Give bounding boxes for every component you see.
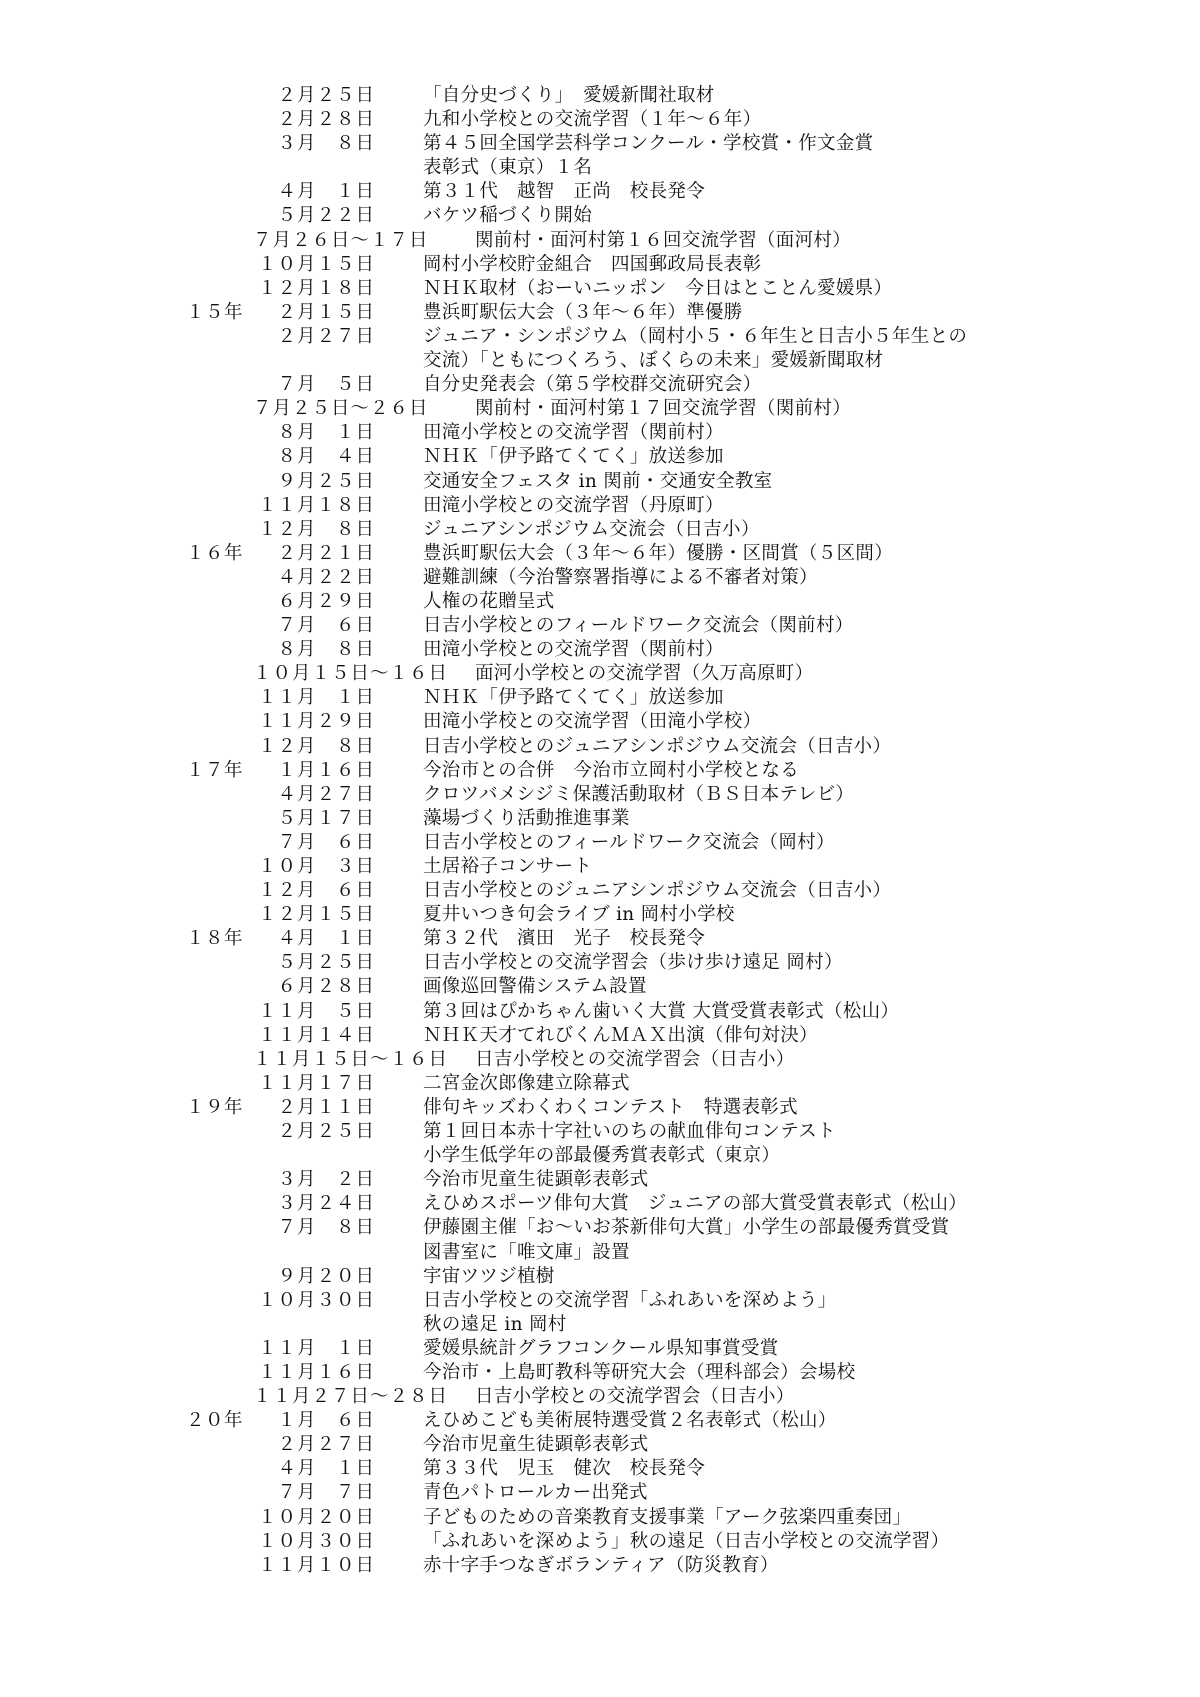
date-label: １１月２７日～２８日 bbox=[253, 1386, 449, 1408]
event-text: 豊浜町駅伝大会（３年～６年）優勝・区間賞（５区間） bbox=[423, 542, 894, 564]
timeline-row bbox=[0, 1337, 1200, 1361]
date-label: ４月 １日 bbox=[277, 181, 375, 203]
timeline-row bbox=[0, 1265, 1200, 1289]
date-label: ８月 １日 bbox=[277, 422, 375, 444]
date-label: ５月２５日 bbox=[277, 952, 375, 974]
event-text: 青色パトロールカー出発式 bbox=[423, 1482, 648, 1504]
date-label: ３月２４日 bbox=[277, 1193, 375, 1215]
timeline-row bbox=[0, 1072, 1200, 1096]
event-text: ＮＨＫ取材（おーいニッポン 今日はとことん愛媛県） bbox=[423, 277, 893, 299]
date-label: ５月２２日 bbox=[277, 205, 375, 227]
timeline-row bbox=[0, 421, 1200, 445]
timeline-row bbox=[0, 156, 1200, 180]
timeline-row bbox=[0, 1192, 1200, 1216]
date-label: １０月１５日 bbox=[257, 253, 375, 275]
timeline-row bbox=[0, 903, 1200, 927]
event-text: 日吉小学校との交流学習「ふれあいを深めよう」 bbox=[423, 1289, 837, 1311]
event-text: 交通安全フェスタ in 関前・交通安全教室 bbox=[423, 470, 773, 492]
event-text: 第３３代 児玉 健次 校長発令 bbox=[423, 1458, 706, 1480]
date-label: ２月１５日 bbox=[277, 301, 375, 323]
timeline-row bbox=[0, 494, 1200, 518]
event-text: 豊浜町駅伝大会（３年～６年）準優勝 bbox=[423, 301, 743, 323]
timeline-row bbox=[0, 662, 1200, 686]
timeline-row bbox=[0, 1506, 1200, 1530]
timeline-row bbox=[0, 397, 1200, 421]
timeline-row bbox=[0, 1216, 1200, 1240]
date-label: ４月 １日 bbox=[277, 928, 375, 950]
event-text: 人権の花贈呈式 bbox=[423, 590, 555, 612]
timeline-row bbox=[0, 180, 1200, 204]
event-text: 田滝小学校との交流学習（田滝小学校） bbox=[423, 711, 762, 733]
event-text: 土居裕子コンサート bbox=[423, 856, 593, 877]
event-text: 子どものための音楽教育支援事業「アーク弦楽四重奏団」 bbox=[423, 1506, 912, 1528]
timeline-row bbox=[0, 132, 1200, 156]
event-text: 岡村小学校貯金組合 四国郵政局長表彰 bbox=[423, 253, 762, 275]
timeline-row bbox=[0, 373, 1200, 397]
date-label: ３月 ８日 bbox=[277, 133, 375, 155]
date-label: １０月３０日 bbox=[257, 1289, 375, 1311]
event-text: 田滝小学校との交流学習（丹原町） bbox=[423, 494, 724, 516]
timeline-row bbox=[0, 1481, 1200, 1505]
timeline-row bbox=[0, 927, 1200, 951]
timeline-row bbox=[0, 1241, 1200, 1265]
date-label: １月 ６日 bbox=[277, 1410, 375, 1432]
date-label: １１月１６日 bbox=[257, 1361, 375, 1383]
event-text: ＮＨＫ天才てれびくんＭＡＸ出演（俳句対決） bbox=[423, 1024, 818, 1046]
date-label: １１月 ５日 bbox=[257, 1000, 375, 1022]
timeline-row bbox=[0, 1144, 1200, 1168]
timeline-row bbox=[0, 1048, 1200, 1072]
timeline-row bbox=[0, 614, 1200, 638]
date-label: １２月 ８日 bbox=[257, 735, 375, 757]
timeline-row bbox=[0, 783, 1200, 807]
event-text: 面河小学校との交流学習（久万高原町） bbox=[475, 663, 814, 685]
timeline-row bbox=[0, 1289, 1200, 1313]
event-text: 日吉小学校とのジュニアシンポジウム交流会（日吉小） bbox=[423, 735, 892, 757]
event-text: 赤十字手つなぎボランティア（防災教育） bbox=[423, 1554, 779, 1576]
event-text: 今治市・上島町教科等研究大会（理科部会）会場校 bbox=[423, 1361, 856, 1383]
event-text: 田滝小学校との交流学習（関前村） bbox=[423, 422, 724, 444]
date-label: ６月２８日 bbox=[277, 976, 375, 998]
date-label: ２月２５日 bbox=[277, 1121, 375, 1143]
timeline-row bbox=[0, 1168, 1200, 1192]
event-text: 画像巡回警備システム設置 bbox=[423, 976, 647, 998]
event-text: バケツ稲づくり開始 bbox=[423, 205, 593, 227]
date-label: １１月１８日 bbox=[257, 494, 375, 516]
timeline-row bbox=[0, 1457, 1200, 1481]
timeline-row bbox=[0, 686, 1200, 710]
timeline-row bbox=[0, 951, 1200, 975]
date-label: ２月２７日 bbox=[277, 325, 375, 347]
timeline-row bbox=[0, 855, 1200, 879]
timeline-row bbox=[0, 84, 1200, 108]
timeline-row bbox=[0, 1096, 1200, 1120]
event-text: 俳句キッズわくわくコンテスト 特選表彰式 bbox=[423, 1096, 798, 1118]
date-label: ６月２９日 bbox=[277, 590, 375, 612]
event-text: 関前村・面河村第１７回交流学習（関前村） bbox=[475, 398, 852, 420]
date-label: ５月１７日 bbox=[277, 807, 375, 829]
event-text: えひめスポーツ俳句大賞 ジュニアの部大賞受賞表彰式（松山） bbox=[423, 1193, 968, 1215]
event-text: 第１回日本赤十字社いのちの献血俳句コンテスト bbox=[423, 1121, 836, 1143]
event-text: ＮＨＫ「伊予路てくてく」放送参加 bbox=[423, 446, 724, 468]
event-text: 夏井いつき句会ライブ in 岡村小学校 bbox=[423, 904, 735, 926]
date-label: ４月 １日 bbox=[277, 1458, 375, 1480]
timeline-row bbox=[0, 638, 1200, 662]
chronology-page bbox=[0, 84, 1200, 1578]
timeline-row bbox=[0, 542, 1200, 566]
event-text: 第４５回全国学芸科学コンクール・学校賞・作文金賞 bbox=[423, 133, 874, 155]
date-label: ７月２６日～１７日 bbox=[253, 229, 429, 251]
date-label: ９月２０日 bbox=[277, 1265, 375, 1287]
timeline-row bbox=[0, 325, 1200, 349]
timeline-row bbox=[0, 301, 1200, 325]
timeline-row bbox=[0, 518, 1200, 542]
timeline-row bbox=[0, 204, 1200, 228]
event-text: 九和小学校との交流学習（１年～６年） bbox=[423, 109, 762, 131]
event-text: 日吉小学校とのフィールドワーク交流会（関前村） bbox=[423, 615, 854, 637]
date-label: ２月２７日 bbox=[277, 1434, 375, 1456]
event-text: 藻場づくり活動推進事業 bbox=[423, 807, 630, 829]
timeline-row bbox=[0, 108, 1200, 132]
event-text: 日吉小学校とのフィールドワーク交流会（岡村） bbox=[423, 831, 835, 853]
date-label: １０月３０日 bbox=[257, 1530, 375, 1552]
date-label: １１月１０日 bbox=[257, 1554, 375, 1576]
event-text: 図書室に「唯文庫」設置 bbox=[423, 1241, 630, 1263]
date-label: １２月 ６日 bbox=[257, 880, 375, 902]
date-label: １０月２０日 bbox=[257, 1506, 375, 1528]
date-label: ７月 ６日 bbox=[277, 831, 375, 853]
timeline-row bbox=[0, 277, 1200, 301]
timeline-row bbox=[0, 1385, 1200, 1409]
timeline-row bbox=[0, 1313, 1200, 1337]
event-text: 「自分史づくり」 愛媛新聞社取材 bbox=[423, 85, 715, 106]
timeline-row bbox=[0, 1024, 1200, 1048]
event-text: 自分史発表会（第５学校群交流研究会） bbox=[423, 374, 762, 396]
event-text: 日吉小学校との交流学習会（日吉小） bbox=[475, 1048, 795, 1070]
date-label: ８月 ８日 bbox=[277, 639, 375, 661]
timeline-row bbox=[0, 759, 1200, 783]
event-text: えひめこども美術展特選受賞２名表彰式（松山） bbox=[423, 1410, 837, 1432]
timeline-row bbox=[0, 349, 1200, 373]
event-text: 避難訓練（今治警察署指導による不審者対策） bbox=[423, 566, 818, 588]
event-text: 愛媛県統計グラフコンクール県知事賞受賞 bbox=[423, 1337, 779, 1359]
date-label: １０月１５日～１６日 bbox=[253, 663, 449, 685]
event-text: 第３２代 濱田 光子 校長発令 bbox=[423, 928, 706, 950]
year-label: １８年 bbox=[186, 928, 244, 950]
year-label: １７年 bbox=[186, 759, 244, 781]
event-text: 「ふれあいを深めよう」秋の遠足（日吉小学校との交流学習） bbox=[423, 1530, 950, 1552]
event-text: 日吉小学校とのジュニアシンポジウム交流会（日吉小） bbox=[423, 880, 892, 902]
event-text: 関前村・面河村第１６回交流学習（面河村） bbox=[475, 229, 852, 251]
date-label: １１月１４日 bbox=[257, 1024, 375, 1046]
date-label: １１月２９日 bbox=[257, 711, 375, 733]
date-label: ７月 ５日 bbox=[277, 374, 375, 396]
event-text: クロツバメシジミ保護活動取材（ＢＳ日本テレビ） bbox=[423, 783, 855, 805]
event-text: 日吉小学校との交流学習会（日吉小） bbox=[475, 1386, 795, 1408]
timeline-row bbox=[0, 975, 1200, 999]
date-label: ８月 ４日 bbox=[277, 446, 375, 468]
date-label: １２月 ８日 bbox=[257, 518, 375, 540]
date-label: ２月１１日 bbox=[277, 1096, 375, 1118]
timeline-row bbox=[0, 566, 1200, 590]
date-label: ９月２５日 bbox=[277, 470, 375, 492]
date-label: ４月２７日 bbox=[277, 783, 375, 805]
timeline-row bbox=[0, 470, 1200, 494]
date-label: ７月 ８日 bbox=[277, 1217, 375, 1239]
timeline-row bbox=[0, 1409, 1200, 1433]
date-label: ２月２８日 bbox=[277, 109, 375, 131]
timeline-row bbox=[0, 710, 1200, 734]
event-text: 交流）「ともにつくろう、ぼくらの未来」愛媛新聞取材 bbox=[423, 350, 884, 372]
timeline-row bbox=[0, 1000, 1200, 1024]
event-text: ＮＨＫ「伊予路てくてく」放送参加 bbox=[423, 687, 724, 709]
timeline-row bbox=[0, 445, 1200, 469]
date-label: ７月 ７日 bbox=[277, 1482, 375, 1504]
date-label: ７月２５日～２６日 bbox=[253, 398, 429, 420]
date-label: １２月１８日 bbox=[257, 277, 375, 299]
year-label: １６年 bbox=[186, 542, 244, 564]
timeline-row bbox=[0, 253, 1200, 277]
date-label: ７月 ６日 bbox=[277, 615, 375, 637]
timeline-row bbox=[0, 1120, 1200, 1144]
date-label: ２月２１日 bbox=[277, 542, 375, 564]
year-label: １９年 bbox=[186, 1096, 244, 1118]
timeline-row bbox=[0, 831, 1200, 855]
event-text: 今治市との合併 今治市立岡村小学校となる bbox=[423, 759, 800, 781]
date-label: １１月 １日 bbox=[257, 687, 375, 709]
event-text: 第３１代 越智 正尚 校長発令 bbox=[423, 181, 706, 203]
event-text: 第３回はぴかちゃん歯いく大賞 大賞受賞表彰式（松山） bbox=[423, 1000, 900, 1022]
date-label: １月１６日 bbox=[277, 759, 375, 781]
year-label: ２０年 bbox=[186, 1410, 244, 1432]
event-text: ジュニア・シンポジウム（岡村小５・６年生と日吉小５年生との bbox=[423, 325, 968, 347]
timeline-row bbox=[0, 1554, 1200, 1578]
event-text: 日吉小学校との交流学習会（歩け歩け遠足 岡村） bbox=[423, 952, 843, 974]
event-text: 今治市児童生徒顕彰表彰式 bbox=[423, 1434, 649, 1456]
timeline-row bbox=[0, 1433, 1200, 1457]
date-label: １１月 １日 bbox=[257, 1337, 375, 1359]
event-text: 秋の遠足 in 岡村 bbox=[423, 1313, 567, 1335]
date-label: １０月 ３日 bbox=[257, 856, 375, 877]
event-text: 小学生低学年の部最優秀賞表彰式（東京） bbox=[423, 1145, 781, 1167]
date-label: ４月２２日 bbox=[277, 566, 375, 588]
timeline-row bbox=[0, 807, 1200, 831]
date-label: １１月１５日～１６日 bbox=[253, 1048, 449, 1070]
timeline-row bbox=[0, 1361, 1200, 1385]
timeline-row bbox=[0, 1530, 1200, 1554]
timeline-row bbox=[0, 735, 1200, 759]
date-label: １２月１５日 bbox=[257, 904, 375, 926]
timeline-row bbox=[0, 590, 1200, 614]
date-label: ３月 ２日 bbox=[277, 1169, 375, 1191]
event-text: 今治市児童生徒顕彰表彰式 bbox=[423, 1169, 649, 1191]
event-text: 伊藤園主催「お～いお茶新俳句大賞」小学生の部最優秀賞受賞 bbox=[423, 1217, 950, 1239]
event-text: 田滝小学校との交流学習（関前村） bbox=[423, 639, 724, 661]
event-text: 表彰式（東京）１名 bbox=[423, 157, 593, 179]
timeline-row bbox=[0, 879, 1200, 903]
timeline-row bbox=[0, 229, 1200, 253]
event-text: ジュニアシンポジウム交流会（日吉小） bbox=[423, 518, 760, 540]
date-label: １１月１７日 bbox=[257, 1072, 375, 1094]
date-label: ２月２５日 bbox=[277, 85, 375, 106]
event-text: 宇宙ツツジ植樹 bbox=[423, 1265, 555, 1287]
year-label: １５年 bbox=[186, 301, 244, 323]
event-text: 二宮金次郎像建立除幕式 bbox=[423, 1072, 630, 1094]
